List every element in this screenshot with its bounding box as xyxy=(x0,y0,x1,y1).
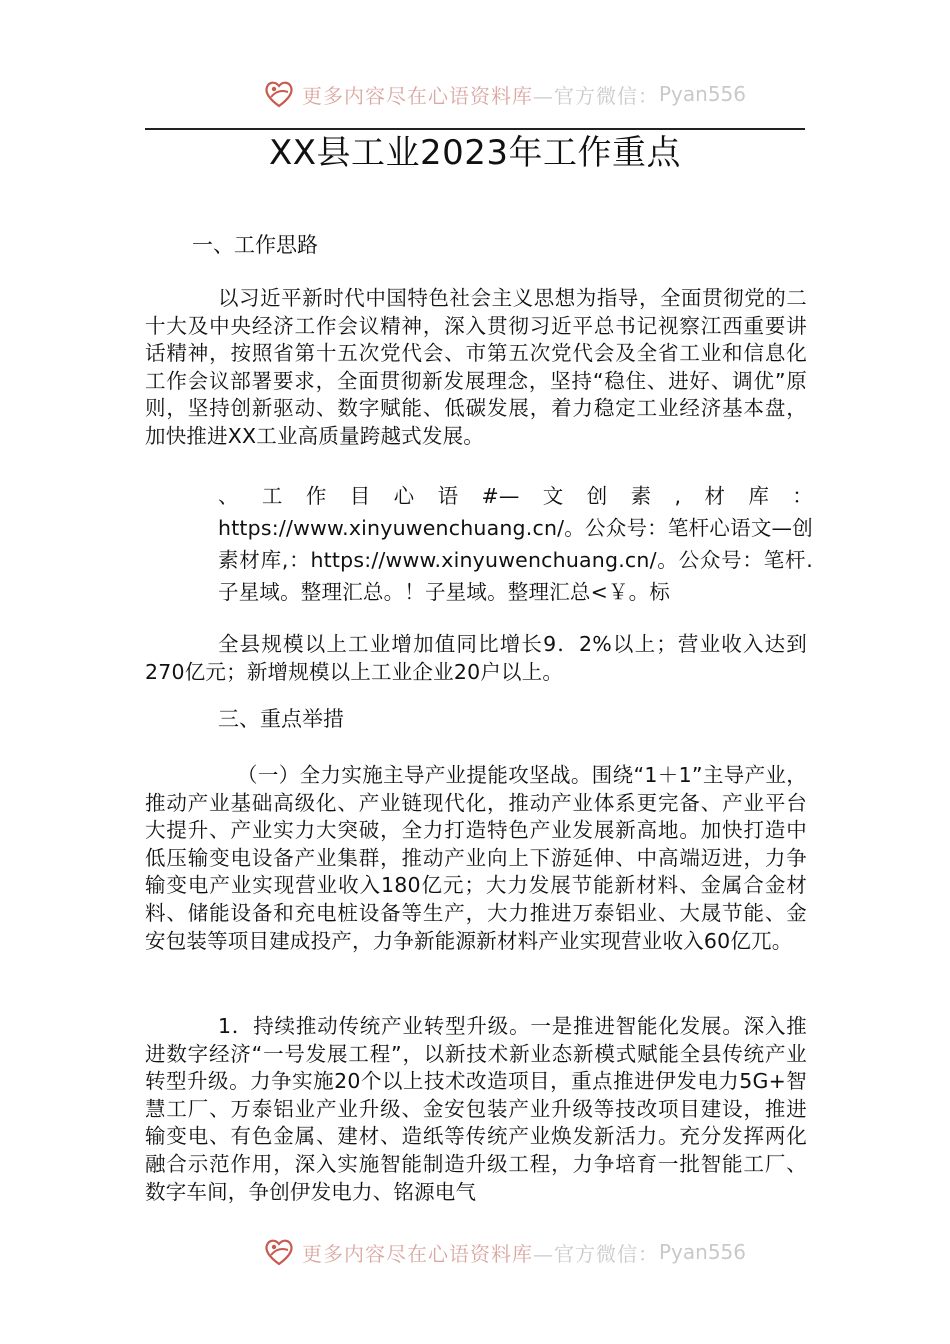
section-1-paragraph: 以习近平新时代中国特色社会主义思想为指导，全面贯彻党的二十大及中央经济工作会议精神，深入贯彻习近平总书记视察江西重要讲话精神，按照省第十五次党代会、市第五次党代会及全省工业和信息化工作会议部署要求，全面贯彻新发展理念，坚持“稳住、进好、调优”原则，坚持创新驱动、数字赋能、低碳发展，着力稳定工业经济基本盘，加快推进XX工业高质量跨越式发展。 xyxy=(145,286,807,448)
watermark-wechat-id: Pyan556 xyxy=(659,82,747,106)
watermark-footer xyxy=(262,1234,746,1270)
watermark-brand-text: 更多内容尽在心语资料库 xyxy=(302,1241,533,1266)
heart-scroll-logo-icon xyxy=(262,1235,296,1269)
watermark-brand-text: 更多内容尽在心语资料库 xyxy=(302,83,533,108)
watermark-wechat-id: Pyan556 xyxy=(659,1240,747,1264)
section-2-heading-garbled: 、工作目心语#—文创素,材库：https://www.xinyuwenchuang.cn/。公众号：笔杆心语文—创素材库,：https://www.xinyuwenchuang.cn/。公众号：笔杆.子星域。整理汇总。！子星域。整理汇总<￥。标 xyxy=(218,484,813,604)
section-3-paragraph-2: 1．持续推动传统产业转型升级。一是推进智能化发展。深入推进数字经济“一号发展工程”，以新技术新业态新模式赋能全县传统产业转型升级。力争实施20个以上技术改造项目，重点推进伊发电力5G+智慧工厂、万泰铝业产业升级、金安包装产业升级等技改项目建设，推进输变电、有色金属、建材、造纸等传统产业焕发新活力。充分发挥两化融合示范作用，深入实施智能制造升级工程，力争培育一批智能工厂、数字车间，争创伊发电力、铭源电气 xyxy=(145,1014,807,1204)
heart-scroll-logo-icon xyxy=(262,77,296,111)
section-1-heading: 一、工作思路 xyxy=(192,233,318,257)
section-2-paragraph: 全县规模以上工业增加值同比增长9．2%以上；营业收入达到270亿元；新增规模以上工业企业20户以上。 xyxy=(145,632,807,684)
section-3-heading: 三、重点举措 xyxy=(218,707,344,731)
watermark-wechat-label: —官方微信： xyxy=(533,83,659,108)
watermark-header xyxy=(262,76,746,112)
document-title: XX县工业2023年工作重点 xyxy=(268,133,682,173)
section-3-paragraph-1: （一）全力实施主导产业提能攻坚战。围绕“1＋1”主导产业，推动产业基础高级化、产业链现代化，推动产业体系更完备、产业平台大提升、产业实力大突破，全力打造特色产业发展新高地。加快打造中低压输变电设备产业集群，推动产业向上下游延伸、中高端迈进，力争输变电产业实现营业收入180亿元；大力发展节能新材料、金属合金材料、储能设备和充电桩设备等生产，大力推进万泰铝业、大晟节能、金安包装等项目建成投产，力争新能源新材料产业实现营业收入60亿兀。 xyxy=(145,763,807,953)
watermark-wechat-label: —官方微信： xyxy=(533,1241,659,1266)
